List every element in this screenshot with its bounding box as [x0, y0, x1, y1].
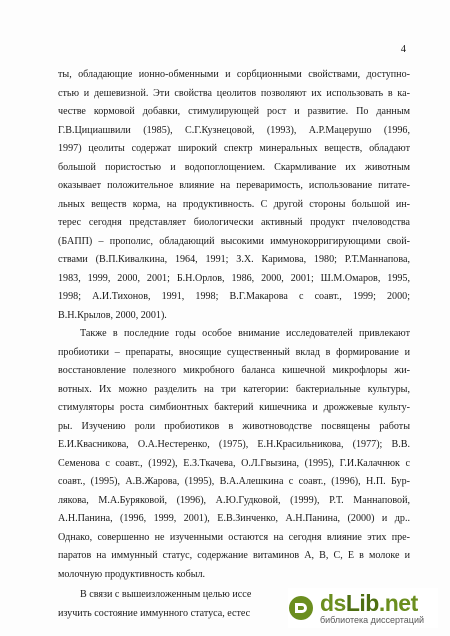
dslib-logo-icon	[288, 595, 314, 621]
text-line: стимуляторы роста симбионтных бактерий кишечника и дрожжевые культу-	[58, 402, 410, 413]
text-line: льных веществ корма, на продуктивность. С другой стороны большой ин-	[58, 198, 410, 210]
text-line: Семенова с соавт., (1992), Е.З.Ткачева, О.Л.Гвызина, (1995), Г.И.Калачнюк с	[58, 457, 410, 469]
text-line: оказывает положительное влияние на переваримость, использование питате-	[58, 180, 410, 191]
page-number: 4	[400, 44, 406, 55]
text-line: А.Н.Панина, (1996, 1999, 2001), Е.В.Зинченко, А.Н.Панина, (2000) и др..	[58, 513, 410, 524]
text-line: В связи с вышеизложенным целью иссе	[80, 589, 252, 600]
text-line: большой пористостью и водопоглощением. Скармливание их животным	[58, 161, 410, 173]
text-line: (БАПП) – прополис, обладающий высокими иммунокорригирующими свой-	[58, 235, 410, 247]
text-line: Г.В.Цициашвили (1985), С.Г.Кузнецовой, (1993), А.Р.Мацерушо (1996,	[58, 124, 410, 136]
text-line: Однако, совершенно не изученными остаются на сегодня влияние этих пре-	[58, 531, 410, 543]
text-line: вотных. Их можно разделить на три категории: бактериальные культуры,	[58, 383, 410, 395]
text-line: восстановление полезного микробного баланса кишечной микрофлоры жи-	[58, 365, 410, 376]
text-line: Е.И.Квасникова, О.А.Нестеренко, (1975), Е.Н.Красильникова, (1977); В.В.	[58, 439, 410, 450]
dslib-watermark[interactable]	[288, 588, 438, 628]
text-line: молочную продуктивность кобыл.	[58, 568, 206, 580]
text-line: ствами (В.П.Кивалкина, 1964, 1991; З.Х. Каримова, 1980; Р.Т.Маннапова,	[58, 254, 410, 265]
text-line: 1983, 1999, 2000, 2001; Б.Н.Орлов, 1986, 2000, 2001; Ш.М.Омаров, 1995,	[58, 272, 410, 284]
text-line: ты, обладающие ионно-обменными и сорбционными свойствами, доступно-	[58, 69, 410, 80]
watermark-subtitle: библиотека диссертаций	[320, 614, 425, 625]
text-line: честве кормовой добавки, стимулирующей рост и развитие. По данным	[58, 106, 410, 117]
brand-ds: ds	[320, 589, 346, 616]
text-line: соавт., (1995), А.В.Жарова, (1995), В.А.Алешкина с соавт., (1996), Н.П. Бур-	[58, 476, 410, 487]
text-line: терес сегодня представляет биологически активный продукт пчеловодства	[58, 217, 410, 228]
text-line: лякова, М.А.Буряковой, (1996), А.Ю.Гудковой, (1999), Р.Т. Маннаповой,	[58, 494, 410, 506]
text-line: изучить состояние иммунного статуса, естес	[58, 607, 251, 619]
text-line: В.Н.Крылов, 2000, 2001).	[58, 309, 167, 321]
paragraph-1	[58, 66, 410, 325]
watermark-brand	[320, 591, 424, 615]
body-text	[58, 66, 410, 623]
paragraph-2	[58, 325, 410, 584]
text-line: 1997) цеолиты содержат широкий спектр минеральных веществ, обладают	[58, 143, 410, 154]
text-line: паратов на иммунный статус, содержание витаминов А, В, С, Е в молоке и	[58, 550, 410, 561]
brand-lib: Lib	[345, 589, 379, 616]
text-line: ры. Изучению роли пробиотиков в животноводстве посвящены работы	[58, 420, 410, 432]
brand-tld: .net	[378, 589, 418, 616]
text-line: Также в последние годы особое внимание исследователей привлекают	[80, 328, 410, 339]
text-line: 1998; А.И.Тихонов, 1991, 1998; В.Г.Макарова с соавт., 1999; 2000;	[58, 291, 410, 302]
text-line: пробиотики – препараты, вносящие существенный вклад в формирование и	[58, 346, 410, 358]
text-line: стью и дешевизной. Эти свойства цеолитов позволяют их использовать в ка-	[58, 87, 410, 99]
